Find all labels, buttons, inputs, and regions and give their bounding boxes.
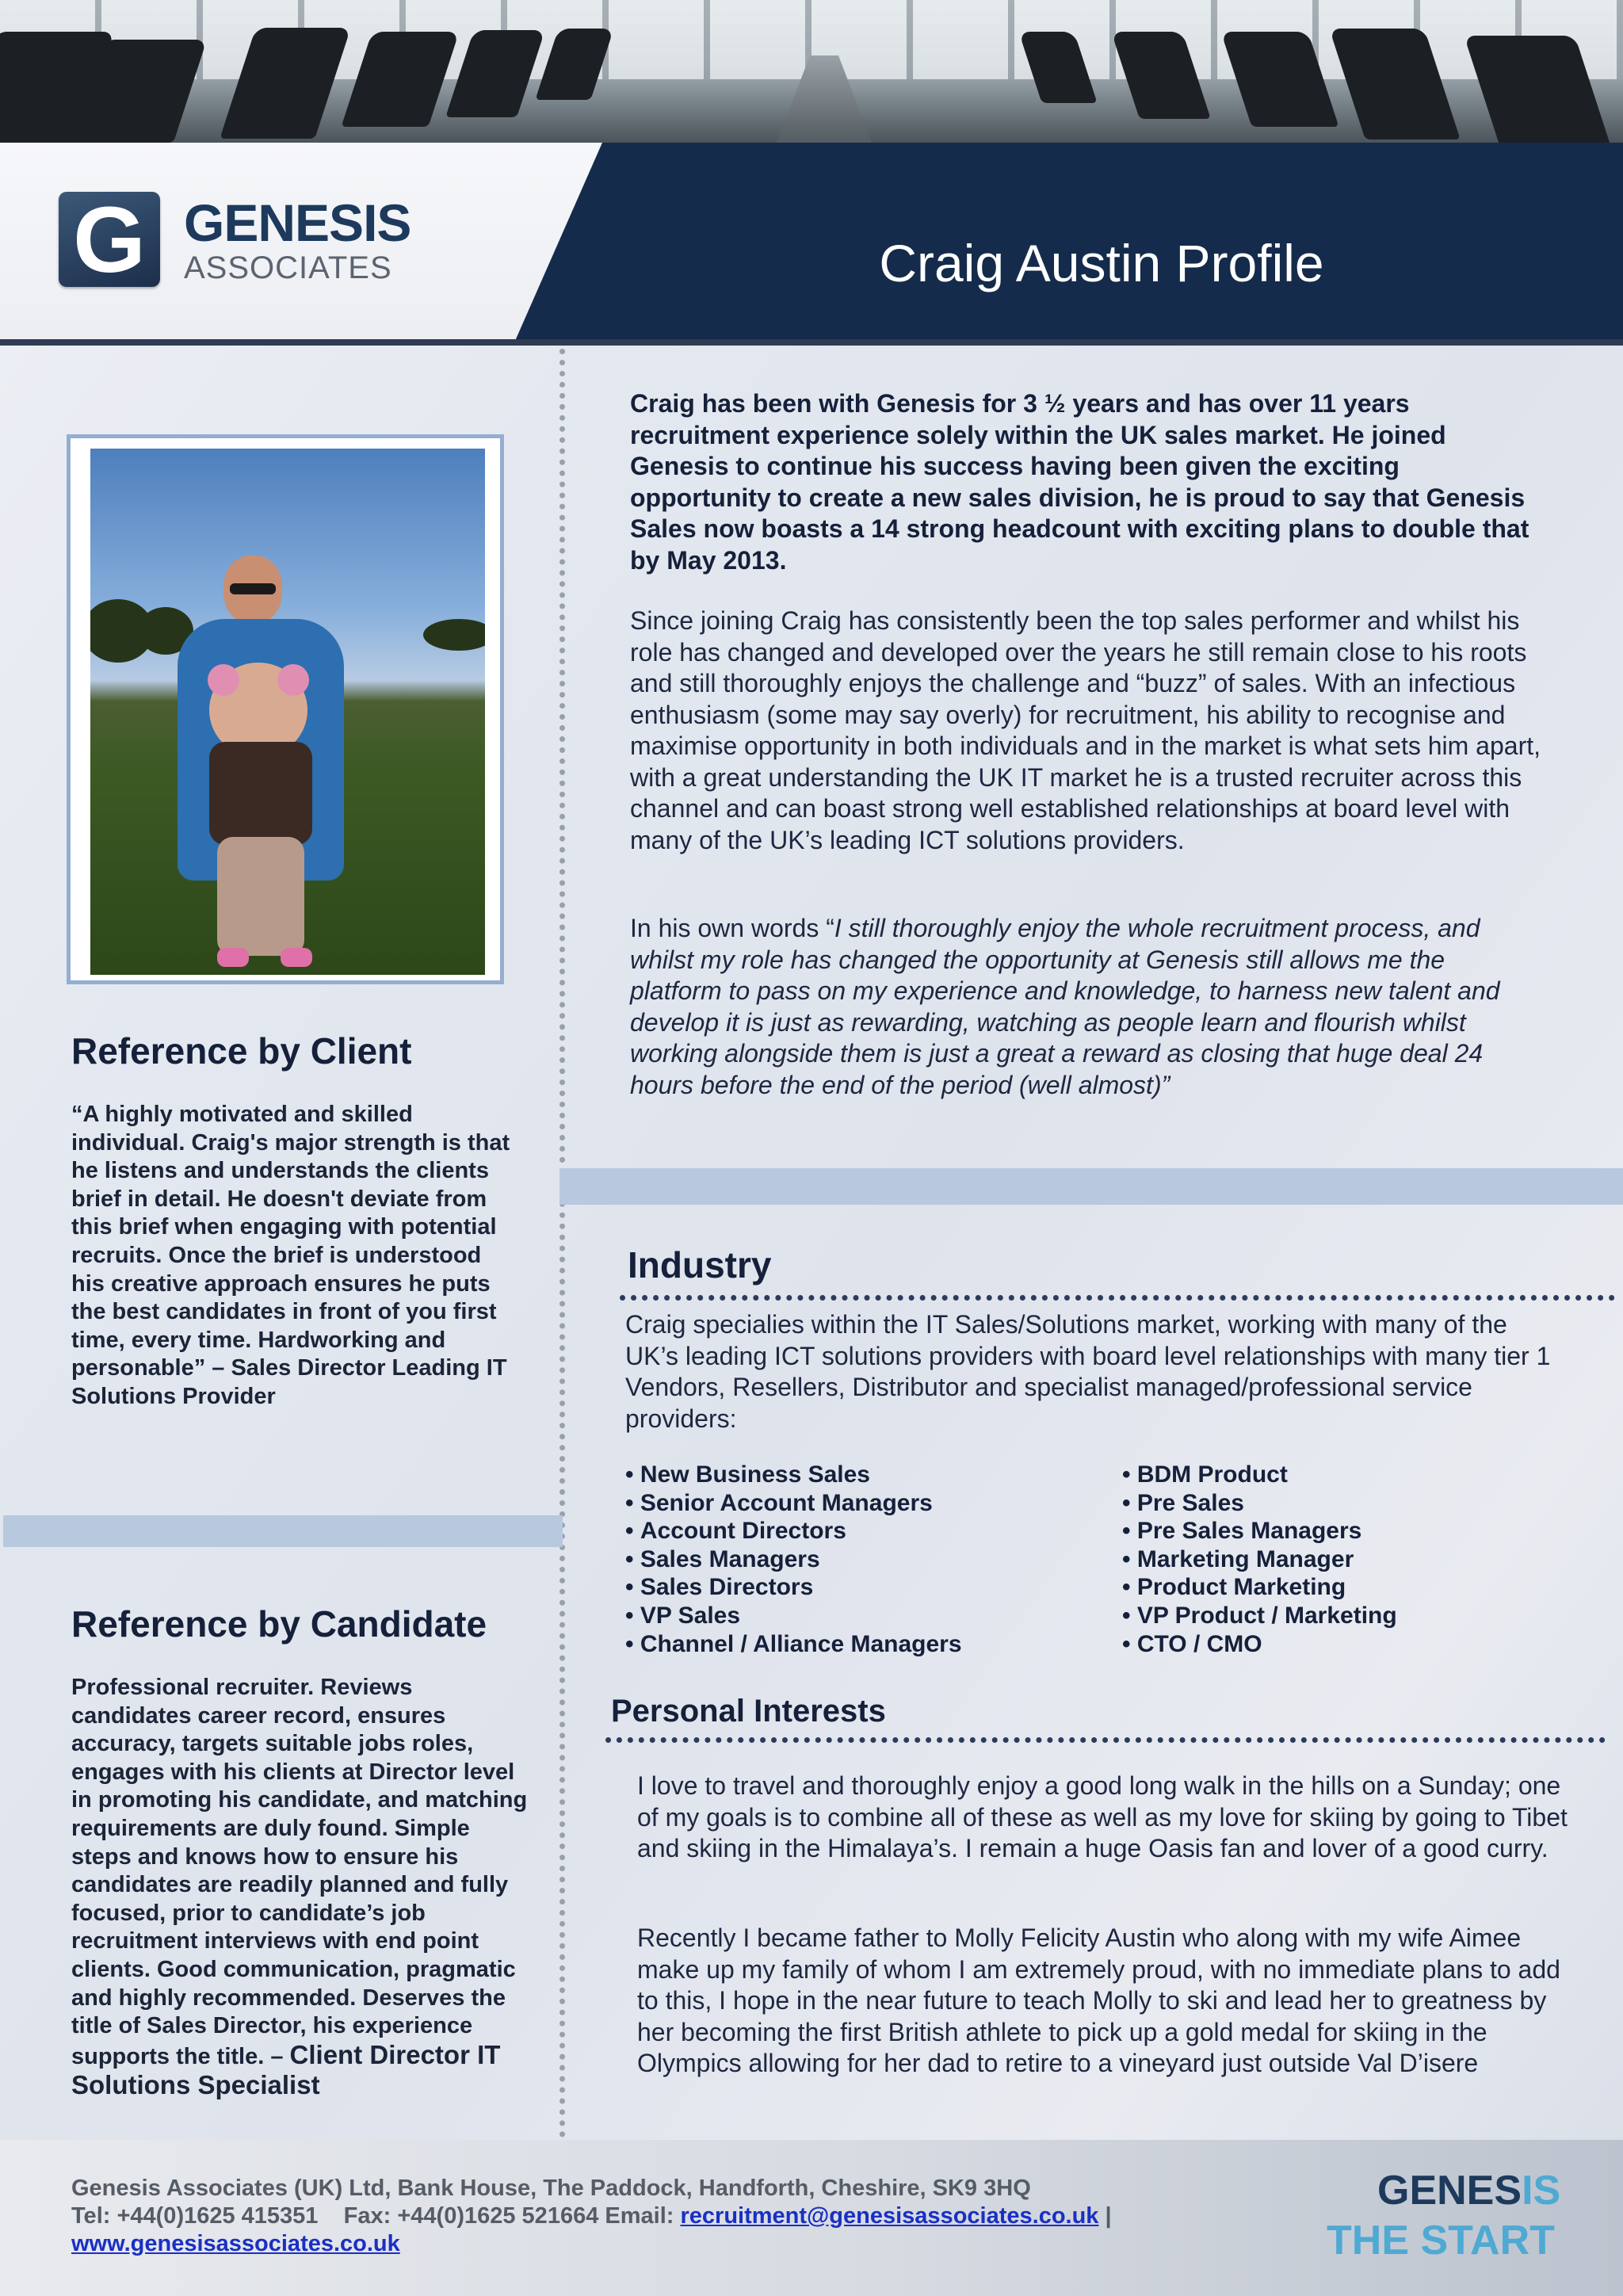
list-item: • CTO / CMO: [1122, 1630, 1397, 1659]
interests-paragraph-1: I love to travel and thoroughly enjoy a good long walk in the hills on a Sunday; one of my goals is to combine all of these as well as my love for skiing by going to Tibet and skiing in the Himalaya’s. I remain a huge Oasis fan and lover of a good curry.: [637, 1771, 1568, 1862]
list-item: • Marketing Manager: [1122, 1545, 1397, 1574]
email-link[interactable]: recruitment@genesisassociates.co.uk: [680, 2203, 1099, 2229]
list-item: • VP Product / Marketing: [1122, 1602, 1397, 1630]
list-item: • Channel / Alliance Managers: [625, 1630, 962, 1659]
list-item: • Senior Account Managers: [625, 1489, 962, 1518]
list-item: • Pre Sales: [1122, 1489, 1397, 1518]
reference-client-heading: Reference by Client: [71, 1030, 412, 1072]
reference-candidate-text: Professional recruiter. Reviews candidates career record, ensures accuracy, targets suitable jobs roles, engages with his clients at Director level in promoting his candidate, and matching requirements are duly found. Simple steps and knows how to ensure his candidates are readily planned and fully focused, prior to candidate’s job recruitment interviews with end point clients. Good communication, pragmatic and highly recommended. Deserves the title of Sales Director, his experience supports the title. –: [71, 1675, 528, 2069]
website-link[interactable]: www.genesisassociates.co.uk: [71, 2231, 400, 2256]
footer-address: Genesis Associates (UK) Ltd, Bank House, The Paddock, Handforth, Cheshire, SK9 3HQ: [71, 2176, 1031, 2201]
footer-brand-main: GENES: [1377, 2168, 1522, 2214]
intro-summary: Craig has been with Genesis for 3 ½ years and has over 11 years recruitment experience solely within the UK sales market. He joined Genesis to continue his success having been given the exciting opportunity to create a new sales division, he is proud to say that Genesis Sales now boasts a 14 strong headcount with exciting plans to double that by May 2013.: [630, 389, 1529, 575]
interests-paragraph-2: Recently I became father to Molly Felicity Austin who along with my wife Aimee make up my family of whom I am extremely proud, with no immediate plans to add to this, I hope in the near future to teach Molly to ski and lead her to greatness by her becoming the first British athlete to pick up a gold medal for skiing in the Olympics allowing for her dad to retire to a vineyard just outside Val D’isere: [637, 1924, 1560, 2077]
footer-tagline: THE START: [1327, 2218, 1555, 2264]
list-item: • BDM Product: [1122, 1461, 1397, 1489]
section-band: [3, 1515, 563, 1547]
reference-client-text: “A highly motivated and skilled individual. Craig's major strength is that he listens and understands the clients brief in detail. He doesn't deviate from this brief when engaging with potential recruits. Once the brief is understood his creative approach ensures he puts the best candidates in front of you first time, every time. Hardworking and personable” – Sales Director Leading IT Solutions Provider: [71, 1102, 510, 1409]
footer-contact: [71, 2202, 1112, 2230]
logo-letter: G: [73, 188, 146, 292]
skills-list-right: [1122, 1461, 1397, 1658]
header-banner-photo: [0, 0, 1623, 143]
quote-lead: In his own words “: [630, 914, 834, 942]
header-rule: [0, 339, 1623, 346]
skills-list-left: [625, 1461, 962, 1658]
footer-tel-fax: Tel: +44(0)1625 415351 Fax: +44(0)1625 521664 Email:: [71, 2203, 681, 2229]
footer-separator: |: [1098, 2203, 1112, 2229]
quote-paragraph: [630, 913, 1541, 1101]
intro-paragraph: Since joining Craig has consistently been the top sales performer and whilst his role has changed and developed over the years he still remain close to his roots and still thoroughly enjoys the challenge and “buzz” of sales. With an infectious enthusiasm (some may say overly) for recruitment, his ability to recognise and maximise opportunity in both individuals and in the market is what sets him apart, with a great understanding the UK IT market he is a trusted recruiter across this channel and can boast strong well established relationships at board level with many of the UK’s leading ICT solutions providers.: [630, 606, 1541, 854]
reference-candidate-signature: Client Director IT Solutions Specialist: [71, 2039, 501, 2100]
reference-candidate-block: [71, 1674, 531, 2102]
section-band: [559, 1168, 1623, 1205]
list-item: • VP Sales: [625, 1602, 962, 1630]
list-item: • Product Marketing: [1122, 1573, 1397, 1602]
list-item: • Sales Directors: [625, 1573, 962, 1602]
interests-heading: Personal Interests: [611, 1694, 886, 1729]
footer-brand-accent: IS: [1522, 2168, 1561, 2214]
industry-text: Craig specialies within the IT Sales/Solutions market, working with many of the UK’s leading ICT solutions providers with board level relationships with many tier 1 Vendors, Resellers, Distributor and specialist managed/professional service providers:: [625, 1310, 1551, 1433]
industry-heading: Industry: [628, 1244, 772, 1286]
page-title: Craig Austin Profile: [879, 234, 1324, 292]
genesis-logo-icon: [59, 188, 160, 292]
interests-rule: [605, 1737, 1606, 1743]
industry-rule: [620, 1295, 1615, 1301]
list-item: • New Business Sales: [625, 1461, 962, 1489]
column-divider: [559, 349, 565, 2138]
list-item: • Account Directors: [625, 1517, 962, 1545]
reference-candidate-heading: Reference by Candidate: [71, 1603, 487, 1645]
profile-photo: [90, 449, 485, 975]
logo-wordmark: GENESIS: [184, 193, 411, 252]
list-item: • Pre Sales Managers: [1122, 1517, 1397, 1545]
logo-subtitle: ASSOCIATES: [184, 250, 392, 285]
footer-brand: [1377, 2167, 1560, 2214]
list-item: • Sales Managers: [625, 1545, 962, 1574]
quote-text: I still thoroughly enjoy the whole recruitment process, and whilst my role has changed the opportunity at Genesis still allows me the platform to pass on my experience and knowledge, to harness new talent and develop it is just as rewarding, watching as people learn and flourish whilst working alongside them is just a great a reward as closing that huge deal 24 hours before the end of the period (well almost)”: [630, 914, 1500, 1099]
